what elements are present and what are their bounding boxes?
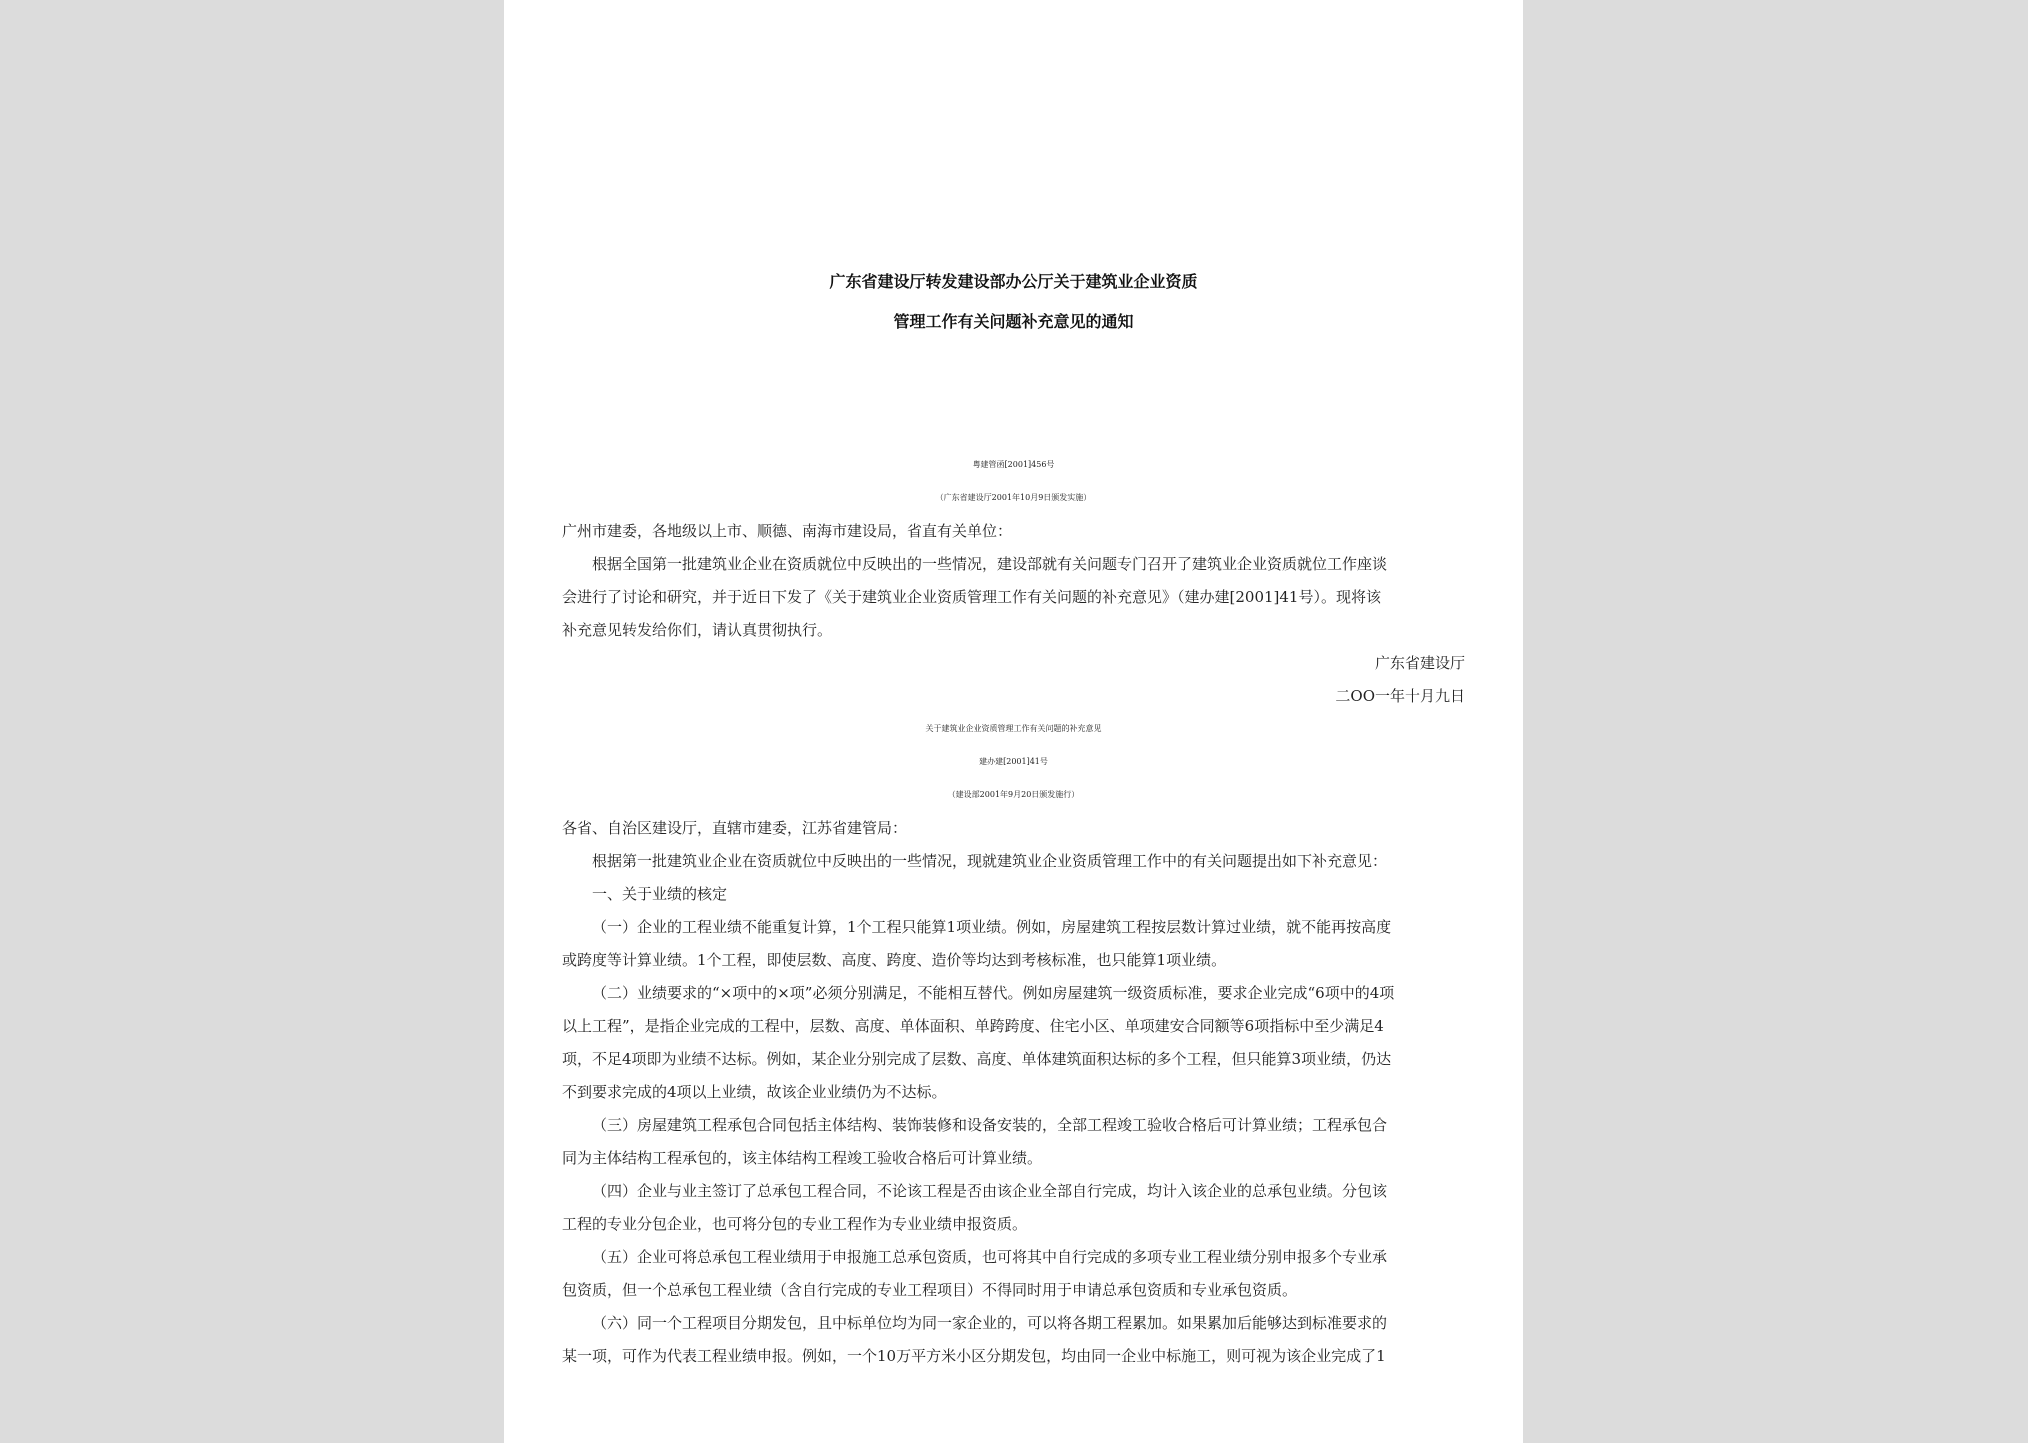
document-title <box>504 262 1523 342</box>
sign-org: 广东省建设厅 <box>1374 654 1465 672</box>
annex-line: （六）同一个工程项目分期发包，且中标单位均为同一家企业的，可以将各期工程累加。如果累加后能够达到标准要求的 <box>592 1314 1388 1332</box>
body-line: 会进行了讨论和研究，并于近日下发了《关于建筑业企业资质管理工作有关问题的补充意见》（建办建[2001]41号）。现将该 <box>562 588 1381 606</box>
annex-line: （五）企业可将总承包工程业绩用于申报施工总承包资质，也可将其中自行完成的多项专业工程业绩分别申报多个专业承 <box>592 1248 1388 1266</box>
annex-title: 关于建筑业企业资质管理工作有关问题的补充意见 <box>925 724 1102 733</box>
body-line: 补充意见转发给你们，请认真贯彻执行。 <box>562 621 833 639</box>
annex-line: 工程的专业分包企业，也可将分包的专业工程作为专业业绩申报资质。 <box>562 1215 1028 1233</box>
annex-number: 建办建[2001]41号 <box>979 757 1048 766</box>
document-page <box>504 0 1523 1443</box>
doc-number: 粤建管函[2001]456号 <box>972 460 1055 469</box>
annex-line: （三）房屋建筑工程承包合同包括主体结构、装饰装修和设备安装的，全部工程竣工验收合格后可计算业绩；工程承包合 <box>592 1116 1388 1134</box>
annex-note: （建设部2001年9月20日颁发施行） <box>947 790 1080 799</box>
annex-salutation: 各省、自治区建设厅，直辖市建委，江苏省建管局： <box>562 819 908 837</box>
annex-line: （一）企业的工程业绩不能重复计算，1个工程只能算1项业绩。例如，房屋建筑工程按层数计算过业绩，就不能再按高度 <box>592 918 1392 936</box>
sign-date: 二OO一年十月九日 <box>1335 687 1465 705</box>
salutation: 广州市建委，各地级以上市、顺德、南海市建设局，省直有关单位： <box>562 522 1013 540</box>
annex-line: 同为主体结构工程承包的，该主体结构工程竣工验收合格后可计算业绩。 <box>562 1149 1043 1167</box>
annex-line: （四）企业与业主签订了总承包工程合同，不论该工程是否由该企业全部自行完成，均计入该企业的总承包业绩。分包该 <box>592 1182 1388 1200</box>
annex-intro: 根据第一批建筑业企业在资质就位中反映出的一些情况，现就建筑业企业资质管理工作中的有关问题提出如下补充意见： <box>592 852 1388 870</box>
section-heading: 一、关于业绩的核定 <box>592 885 728 903</box>
annex-line: 包资质，但一个总承包工程业绩（含自行完成的专业工程项目）不得同时用于申请总承包资质和专业承包资质。 <box>562 1281 1298 1299</box>
title-line-1: 广东省建设厅转发建设部办公厅关于建筑业企业资质 <box>829 272 1198 291</box>
annex-line: 项，不足4项即为业绩不达标。例如，某企业分别完成了层数、高度、单体建筑面积达标的多个工程，但只能算3项业绩，仍达 <box>562 1050 1392 1068</box>
issue-note: （广东省建设厅2001年10月9日颁发实施） <box>935 493 1092 502</box>
annex-line: 不到要求完成的4项以上业绩，故该企业业绩仍为不达标。 <box>562 1083 947 1101</box>
annex-line: 某一项，可作为代表工程业绩申报。例如，一个10万平方米小区分期发包，均由同一企业中标施工，则可视为该企业完成了1 <box>562 1347 1386 1365</box>
title-line-2: 管理工作有关问题补充意见的通知 <box>893 312 1134 331</box>
body-line: 根据全国第一批建筑业企业在资质就位中反映出的一些情况，建设部就有关问题专门召开了建筑业企业资质就位工作座谈 <box>592 555 1388 573</box>
annex-line: 以上工程”，是指企业完成的工程中，层数、高度、单体面积、单跨跨度、住宅小区、单项建安合同额等6项指标中至少满足4 <box>562 1017 1384 1035</box>
annex-line: （二）业绩要求的“×项中的×项”必须分别满足，不能相互替代。例如房屋建筑一级资质标准，要求企业完成“6项中的4项 <box>592 984 1395 1002</box>
annex-line: 或跨度等计算业绩。1个工程，即使层数、高度、跨度、造价等均达到考核标准，也只能算1项业绩。 <box>562 951 1227 969</box>
